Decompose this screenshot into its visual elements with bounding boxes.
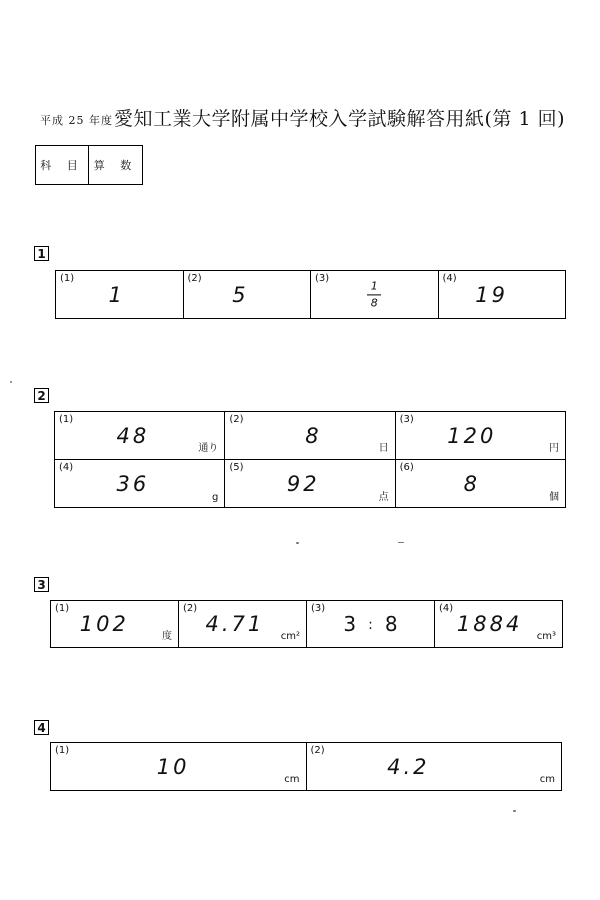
unit-label: 通り [198, 443, 219, 454]
handwritten-answer: 102 [79, 612, 129, 636]
cell-number: (6) [399, 462, 414, 473]
cell-number: (2) [183, 603, 198, 614]
ratio-answer [343, 612, 397, 636]
section-3-number: 3 [34, 577, 49, 592]
cell-number: (3) [311, 603, 326, 614]
unit-label: cm² [280, 631, 300, 642]
handwritten-answer: 10 [156, 754, 190, 779]
handwritten-answer: 1 [108, 282, 125, 307]
handwritten-answer: 36 [116, 472, 150, 496]
cell-number: (4) [442, 273, 457, 284]
cell-number: (3) [315, 273, 330, 284]
handwritten-answer: 92 [286, 472, 320, 496]
cell-number: (2) [187, 273, 202, 284]
unit-label: g [211, 492, 219, 503]
handwritten-answer: 48 [116, 423, 150, 448]
handwritten-answer: 4.71 [205, 612, 265, 636]
ratio-right: 8 [384, 612, 398, 636]
cell-number: (1) [55, 745, 70, 756]
section-1-number: 1 [34, 246, 49, 261]
cell-number: (1) [55, 603, 70, 614]
handwritten-answer: 8 [463, 472, 481, 496]
answer-cell-4-1 [51, 743, 307, 790]
handwritten-answer: 4.2 [387, 754, 430, 779]
answer-cell-2-2 [225, 412, 395, 459]
fraction-numerator: 1 [370, 278, 378, 292]
answer-cell-2-3 [396, 412, 565, 459]
fraction-denominator: 8 [370, 296, 378, 309]
answer-cell-3-1 [51, 601, 179, 647]
exam-year: 平成 25 年度 [40, 114, 113, 127]
unit-label: 日 [378, 443, 389, 454]
answer-cell-3-4 [435, 601, 562, 647]
section-4-table [50, 742, 562, 791]
unit-label: cm [539, 774, 555, 785]
speck [513, 810, 516, 812]
answer-cell-1-1 [56, 271, 184, 318]
handwritten-answer: 1884 [456, 612, 523, 636]
answer-cell-2-6 [396, 460, 565, 508]
cell-number: (2) [310, 745, 325, 756]
subject-label: 科 目 [36, 146, 89, 184]
cell-number: (1) [59, 414, 74, 425]
fraction-answer [367, 280, 381, 309]
unit-label: 度 [162, 631, 172, 642]
unit-label: 個 [548, 492, 559, 503]
speck [398, 542, 404, 543]
handwritten-answer: 120 [447, 423, 497, 448]
section-3-table [50, 600, 563, 648]
section-1-table [55, 270, 566, 319]
cell-number: (2) [229, 414, 244, 425]
subject-box [35, 145, 143, 185]
section-2-table [54, 411, 566, 508]
unit-label: 円 [548, 443, 559, 454]
answer-cell-1-3 [311, 271, 439, 318]
unit-label: 点 [378, 492, 389, 503]
page-title: 愛知工業大学附属中学校入学試験解答用紙(第 1 回) [114, 108, 565, 130]
handwritten-answer: 8 [305, 423, 322, 448]
speck [10, 381, 12, 383]
ratio-separator: : [368, 617, 373, 633]
unit-label: cm³ [536, 631, 556, 642]
handwritten-answer: 5 [232, 282, 249, 307]
ratio-left: 3 [343, 612, 357, 636]
answer-cell-2-5 [225, 460, 395, 508]
answer-cell-3-3 [307, 601, 435, 647]
answer-cell-2-1 [55, 412, 225, 459]
cell-number: (4) [59, 462, 74, 473]
answer-cell-3-2 [179, 601, 307, 647]
answer-cell-1-2 [184, 271, 312, 318]
cell-number: (4) [439, 603, 454, 614]
cell-number: (1) [60, 273, 75, 284]
answer-cell-2-4 [55, 460, 225, 508]
cell-number: (3) [399, 414, 414, 425]
handwritten-answer: 19 [475, 282, 508, 307]
cell-number: (5) [229, 462, 244, 473]
section-2-number: 2 [34, 388, 49, 403]
answer-cell-4-2 [307, 743, 562, 790]
section-4-number: 4 [34, 720, 49, 735]
subject-value: 算 数 [93, 159, 138, 172]
fraction-bar [367, 294, 381, 295]
unit-label: cm [284, 774, 300, 785]
speck [296, 542, 299, 544]
answer-cell-1-4 [439, 271, 566, 318]
